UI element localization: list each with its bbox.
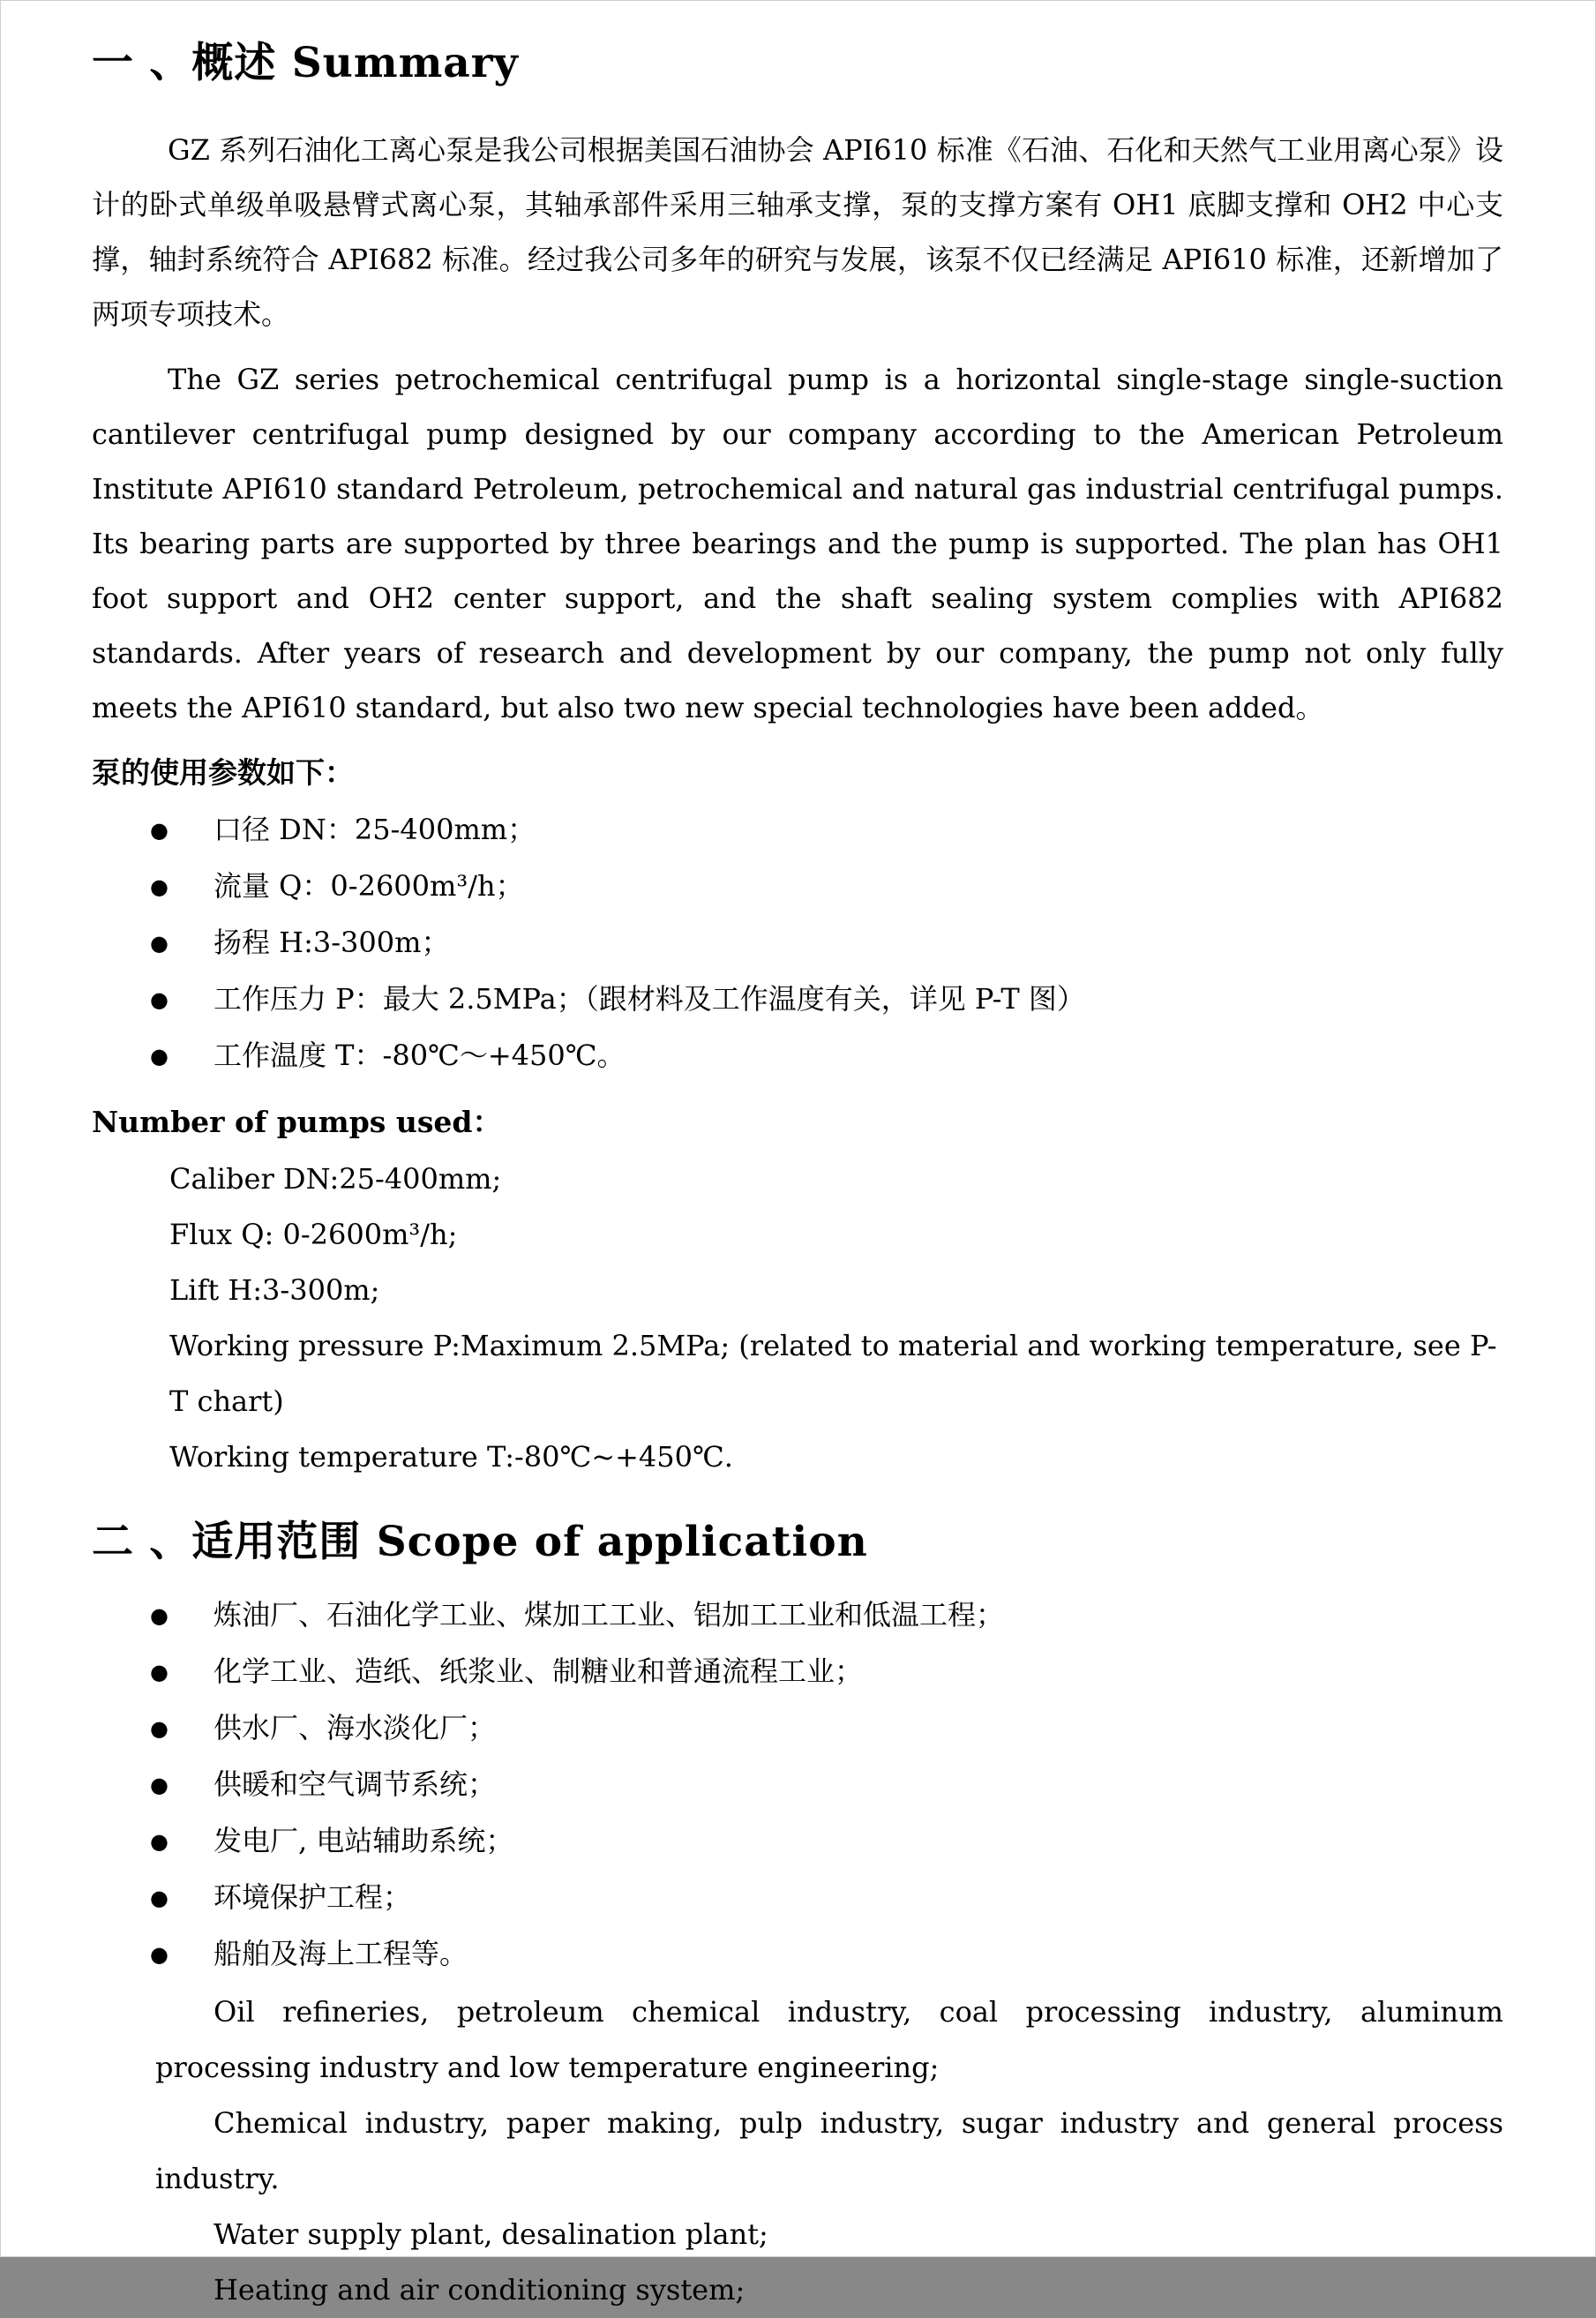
bullet-icon: ● — [150, 987, 169, 1012]
summary-paragraph-en: The GZ series petrochemical centrifugal pump is a horizontal single-stage single-suction cantilever centrifugal pump designed by our company according to the American Petroleum Institute API610 standard Petroleum, petrochemical and natural gas industrial centrifugal pumps. Its bearing parts are supported by three bearings and the pump is supported. The plan has OH1 foot support and OH2 center support, and the shaft sealing system complies with API682 standards. After years of research and development by our company, the pump not only fully meets the API610 standard, but also two new special technologies have been added。 — [92, 363, 1503, 724]
bullet-icon: ● — [150, 1603, 169, 1628]
bullet-icon: ● — [150, 1044, 169, 1069]
bullet-icon: ● — [150, 931, 169, 956]
section1-title: 一 、概述 Summary — [92, 39, 519, 87]
application-item — [150, 1757, 1503, 1813]
bullet-icon: ● — [150, 1942, 169, 1967]
pump-params-list-en — [92, 1151, 1503, 1485]
applications-list-en — [155, 1984, 1503, 2318]
applications-list-zh — [92, 1587, 1503, 1983]
pump-param-item — [150, 971, 1503, 1028]
application-item — [150, 1870, 1503, 1926]
application-item-text: 环境保护工程； — [214, 1880, 412, 1914]
application-item-text: 化学工业、造纸、纸浆业、制糖业和普通流程工业； — [214, 1654, 864, 1688]
pump-param-item — [150, 1028, 1503, 1084]
application-item-text: 供水厂、海水淡化厂； — [214, 1711, 497, 1744]
application-en-text: Chemical industry, paper making, pulp industry, sugar industry and general process industry. — [155, 2106, 1503, 2195]
bullet-icon: ● — [150, 1773, 169, 1797]
application-en-text: Water supply plant, desalination plant; — [214, 2217, 768, 2251]
application-item-text: 供暖和空气调节系统； — [214, 1767, 497, 1801]
pump-param-item — [150, 802, 1503, 859]
pump-param-en-text: Working pressure P:Maximum 2.5MPa; (related to material and working temperature, see P-T chart) — [169, 1329, 1497, 1418]
pump-params-heading-en: Number of pumps used： — [92, 1105, 502, 1139]
bullet-icon: ● — [150, 818, 169, 843]
pump-param-text: 口径 DN：25-400mm； — [214, 813, 536, 846]
summary-paragraph-zh: GZ 系列石油化工离心泵是我公司根据美国石油协会 API610 标准《石油、石化和天然气工业用离心泵》设计的卧式单级单吸悬臂式离心泵，其轴承部件采用三轴承支撑，泵的支撑方案有 OH1 底脚支撑和 OH2 中心支撑，轴封系统符合 API682 标准。经过我公司多年的研究与发展，该泵不仅已经满足 API610 标准，还新增加了两项专项技术。 — [92, 133, 1503, 331]
bullet-icon: ● — [150, 1716, 169, 1741]
pump-param-text: 流量 Q：0-2600m³/h； — [214, 869, 524, 903]
pump-param-en-text: Lift H:3-300m; — [169, 1273, 380, 1307]
pump-params-list-zh — [92, 802, 1503, 1084]
application-item — [150, 1644, 1503, 1700]
section2-title: 二 、适用范围 Scope of application — [92, 1518, 868, 1566]
pump-param-en-text: Flux Q: 0-2600m³/h; — [169, 1218, 458, 1251]
application-item — [150, 1813, 1503, 1870]
application-item — [150, 1587, 1503, 1644]
pump-param-item — [150, 859, 1503, 915]
bullet-icon: ● — [150, 1660, 169, 1684]
bullet-icon: ● — [150, 1829, 169, 1854]
application-en-text: Oil refineries, petroleum chemical industry, coal processing industry, aluminum processing industry and low temperature engineering; — [155, 1995, 1503, 2084]
bullet-icon: ● — [150, 1886, 169, 1910]
pump-param-item — [150, 915, 1503, 971]
pump-param-en-text: Caliber DN:25-400mm; — [169, 1162, 502, 1196]
application-en-text: Heating and air conditioning system; — [214, 2273, 746, 2307]
application-item — [150, 1700, 1503, 1757]
application-item-text: 炼油厂、石油化学工业、煤加工工业、铝加工工业和低温工程； — [214, 1598, 1005, 1632]
pump-param-text: 工作压力 P：最大 2.5MPa；（跟材料及工作温度有关，详见 P-T 图） — [214, 982, 1085, 1016]
pump-params-heading-zh: 泵的使用参数如下： — [92, 755, 354, 790]
bullet-icon: ● — [150, 874, 169, 899]
application-item — [150, 1926, 1503, 1983]
pump-param-text: 工作温度 T：-80℃～+450℃。 — [214, 1039, 626, 1072]
pump-param-en-text: Working temperature T:-80℃~+450℃. — [169, 1440, 733, 1474]
application-item-text: 船舶及海上工程等。 — [214, 1937, 468, 1970]
pump-param-text: 扬程 H:3-300m； — [214, 926, 450, 959]
application-item-text: 发电厂, 电站辅助系统； — [214, 1824, 514, 1857]
